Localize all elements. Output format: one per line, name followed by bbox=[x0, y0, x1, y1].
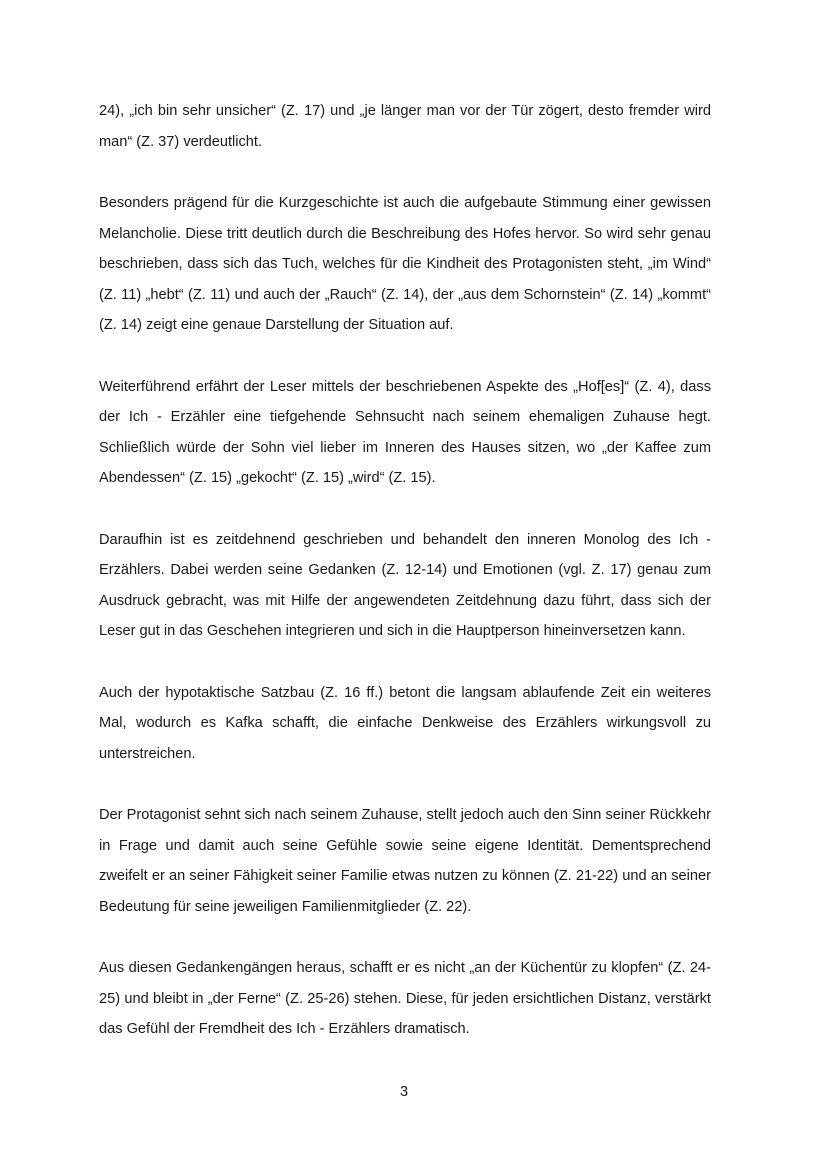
paragraph-3: Weiterführend erfährt der Leser mittels der beschriebenen Aspekte des „Hof[es]“ (Z. 4), dass der Ich - Erzähler eine tiefgehende Sehnsucht nach seinem ehemaligen Zuhause hegt. Schließlich würde der Sohn viel lieber im Inneren des Hauses sitzen, wo „der Kaffee zum Abendessen“ (Z. 15) „gekocht“ (Z. 15) „wird“ (Z. 15). bbox=[99, 378, 711, 486]
paragraph-6: Der Protagonist sehnt sich nach seinem Zuhause, stellt jedoch auch den Sinn seiner Rückkehr in Frage und damit auch seine Gefühle sowie seine eigene Identität. Dementsprechend zweifelt er an seiner Fähigkeit seiner Familie etwas nutzen zu können (Z. 21-22) und an seiner Bedeutung für seine jeweiligen Familienmitglieder (Z. 22). bbox=[99, 807, 711, 915]
paragraph-7: Aus diesen Gedankengängen heraus, schafft er es nicht „an der Küchentür zu klopfen“ (Z. 24-25) und bleibt in „der Ferne“ (Z. 25-26) stehen. Diese, für jeden ersichtlichen Distanz, verstärkt das Gefühl der Fremdheit des Ich - Erzählers dramatisch. bbox=[99, 960, 711, 1037]
page-number: 3 bbox=[399, 1084, 409, 1100]
paragraph-5: Auch der hypotaktische Satzbau (Z. 16 ff.) betont die langsam ablaufende Zeit ein weiteres Mal, wodurch es Kafka schafft, die einfache Denkweise des Erzählers wirkungsvoll zu unterstreichen. bbox=[99, 684, 711, 762]
paragraph-1: 24), „ich bin sehr unsicher“ (Z. 17) und „je länger man vor der Tür zögert, desto fremder wird man“ (Z. 37) verdeutlicht. bbox=[99, 103, 711, 150]
paragraph-4: Daraufhin ist es zeitdehnend geschrieben und behandelt den inneren Monolog des Ich - Erzählers. Dabei werden seine Gedanken (Z. 12-14) und Emotionen (vgl. Z. 17) genau zum Ausdruck gebracht, was mit Hilfe der angewendeten Zeitdehnung dazu führt, dass sich der Leser gut in das Geschehen integrieren und sich in die Hauptperson hineinversetzen kann. bbox=[99, 531, 711, 639]
paragraph-2: Besonders prägend für die Kurzgeschichte ist auch die aufgebaute Stimmung einer gewissen Melancholie. Diese tritt deutlich durch die Beschreibung des Hofes hervor. So wird sehr genau beschrieben, dass sich das Tuch, welches für die Kindheit des Protagonisten steht, „im Wind“ (Z. 11) „hebt“ (Z. 11) und auch der „Rauch“ (Z. 14), der „aus dem Schornstein“ (Z. 14) „kommt“ (Z. 14) zeigt eine genaue Darstellung der Situation auf. bbox=[99, 195, 711, 333]
document-body bbox=[99, 96, 711, 1076]
